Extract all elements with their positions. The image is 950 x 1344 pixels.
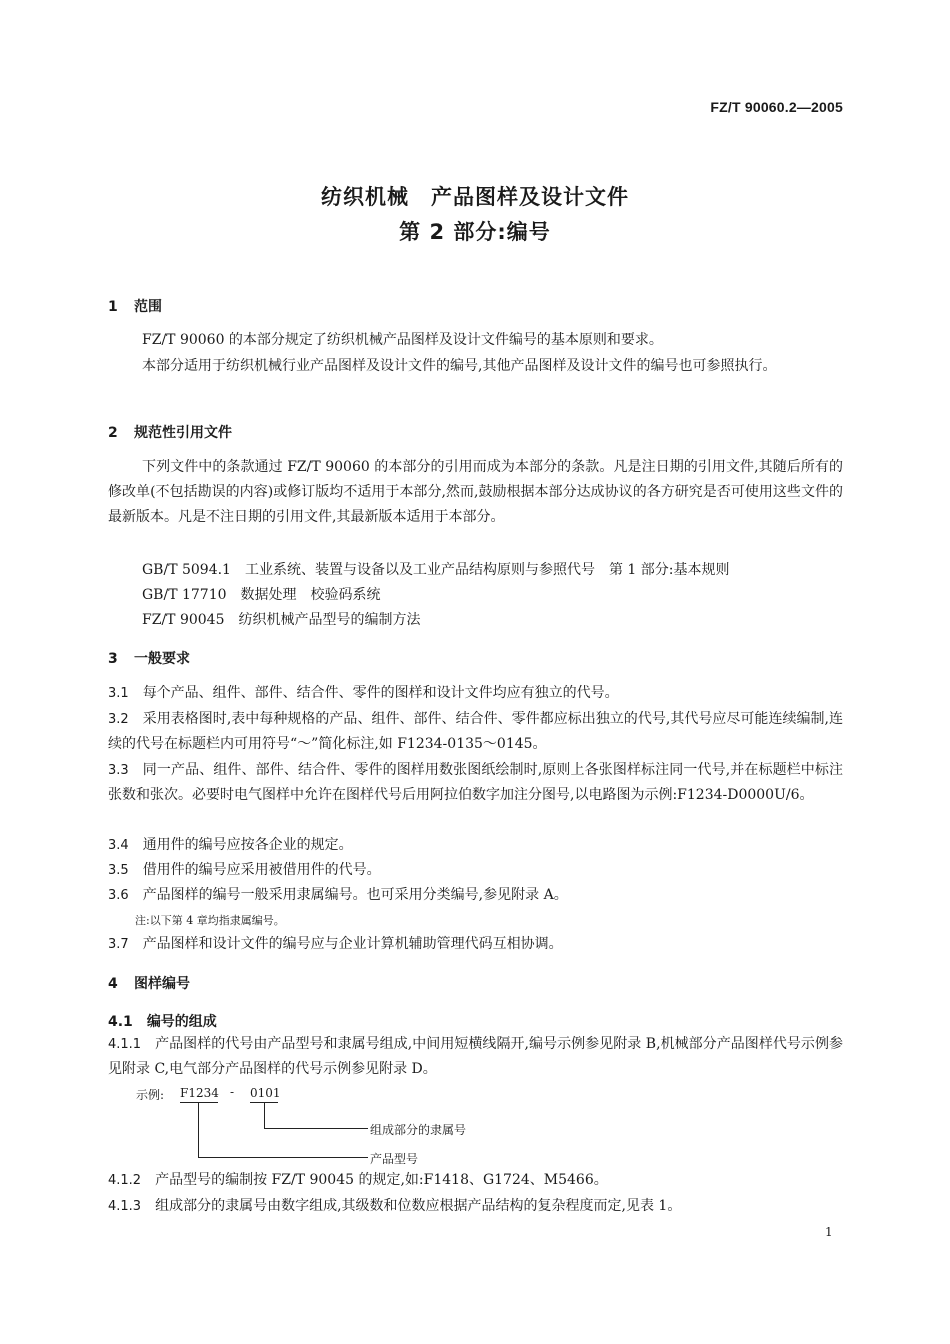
leader-line-subordinate [264,1128,368,1129]
page-number: 1 [825,1225,833,1239]
subsection-title: 编号的组成 [146,1014,217,1030]
section-title: 范围 [134,299,162,315]
clause-number: 3.2 [108,712,129,727]
reference-item: GB/T 17710 数据处理 校验码系统 [142,587,381,603]
clause-number: 3.4 [108,838,129,853]
subsection-number: 4.1 [108,1014,133,1030]
example-subordinate-number: 0101 [250,1086,281,1100]
section-3-heading [108,648,190,668]
clause-3-7 [108,932,843,957]
clause-number: 3.6 [108,888,129,903]
paragraph: 本部分适用于纺织机械行业产品图样及设计文件的编号,其他产品图样及设计文件的编号也可参照执行。 [142,358,777,374]
section-number: 2 [108,425,118,441]
clause-4-1-2 [108,1168,843,1193]
example-dash: - [230,1085,235,1099]
section-number: 3 [108,651,118,667]
clause-number: 4.1.2 [108,1173,142,1188]
clause-3-3 [108,758,843,808]
example-label: 示例: [136,1088,165,1102]
clause-3-5 [108,858,843,883]
section-title: 图样编号 [134,976,190,992]
clause-text: 产品型号的编制按 FZ/T 90045 的规定,如:F1418、G1724、M5466。 [155,1172,608,1188]
section-number: 1 [108,299,118,315]
clause-text: 组成部分的隶属号由数字组成,其级数和位数应根据产品结构的复杂程度而定,见表 1。 [155,1198,682,1214]
clause-number: 4.1.3 [108,1199,142,1214]
section-2-heading [108,422,232,442]
document-subtitle: 第 2 部分:编号 [399,220,551,244]
subsection-4-1-heading [108,1011,217,1031]
paragraph: 下列文件中的条款通过 FZ/T 90060 的本部分的引用而成为本部分的条款。凡是注日期的引用文件,其随后所有的修改单(不包括勘误的内容)或修订版均不适用于本部分,然而,鼓励根据本部分达成协议的各方研究是否可使用这些文件的最新版本。凡是不注日期的引用文件,其最新版本适用于本部分。 [108,459,843,525]
section-1-heading [108,296,162,316]
underline-model [180,1102,218,1103]
document-title: 纺织机械 产品图样及设计文件 [321,185,629,209]
section-number: 4 [108,976,118,992]
clause-number: 3.3 [108,763,129,778]
clause-3-2 [108,707,843,757]
clause-3-1 [108,681,843,706]
clause-text: 同一产品、组件、部件、结合件、零件的图样用数张图纸绘制时,原则上各张图样标注同一代号,并在标题栏中标注张数和张次。必要时电气图样中允许在图样代号后用阿拉伯数字加注分图号,以电路图为示例:F1234-D0000U/6。 [108,762,843,803]
clause-number: 4.1.1 [108,1037,142,1052]
leader-line-subordinate [264,1102,265,1128]
callout-subordinate: 组成部分的隶属号 [370,1123,467,1137]
clause-text: 借用件的编号应采用被借用件的代号。 [142,862,381,878]
section-title: 规范性引用文件 [134,425,232,441]
clause-3-4 [108,833,843,858]
clause-number: 3.5 [108,863,129,878]
paragraph: FZ/T 90060 的本部分规定了纺织机械产品图样及设计文件编号的基本原则和要求。 [142,332,663,348]
clause-4-1-3 [108,1194,843,1219]
clause-text: 采用表格图时,表中每种规格的产品、组件、部件、结合件、零件都应标出独立的代号,其代号应尽可能连续编制,连续的代号在标题栏内可用符号“～”简化标注,如 F1234-0135～0145。 [108,711,843,752]
reference-item: GB/T 5094.1 工业系统、装置与设备以及工业产品结构原则与参照代号 第 1 部分:基本规则 [142,562,730,578]
clause-text: 每个产品、组件、部件、结合件、零件的图样和设计文件均应有独立的代号。 [142,685,619,701]
standard-code: FZ/T 90060.2—2005 [710,99,843,115]
callout-model: 产品型号 [370,1152,419,1166]
clause-text: 产品图样和设计文件的编号应与企业计算机辅助管理代码互相协调。 [142,936,563,952]
reference-item: FZ/T 90045 纺织机械产品型号的编制方法 [142,612,421,628]
leader-line-model [198,1102,199,1157]
clause-text: 产品图样的代号由产品型号和隶属号组成,中间用短横线隔开,编号示例参见附录 B,机械部分产品图样代号示例参见附录 C,电气部分产品图样的代号示例参见附录 D。 [108,1036,843,1077]
clause-3-6 [108,883,843,908]
note: 注:以下第 4 章均指隶属编号。 [135,914,285,927]
clause-text: 产品图样的编号一般采用隶属编号。也可采用分类编号,参见附录 A。 [142,887,568,903]
example-product-model: F1234 [180,1086,219,1100]
clause-number: 3.7 [108,937,129,952]
clause-number: 3.1 [108,686,129,701]
clause-4-1-1 [108,1032,843,1082]
section-4-heading [108,973,190,993]
leader-line-model [198,1157,368,1158]
clause-text: 通用件的编号应按各企业的规定。 [142,837,353,853]
section-title: 一般要求 [134,651,190,667]
